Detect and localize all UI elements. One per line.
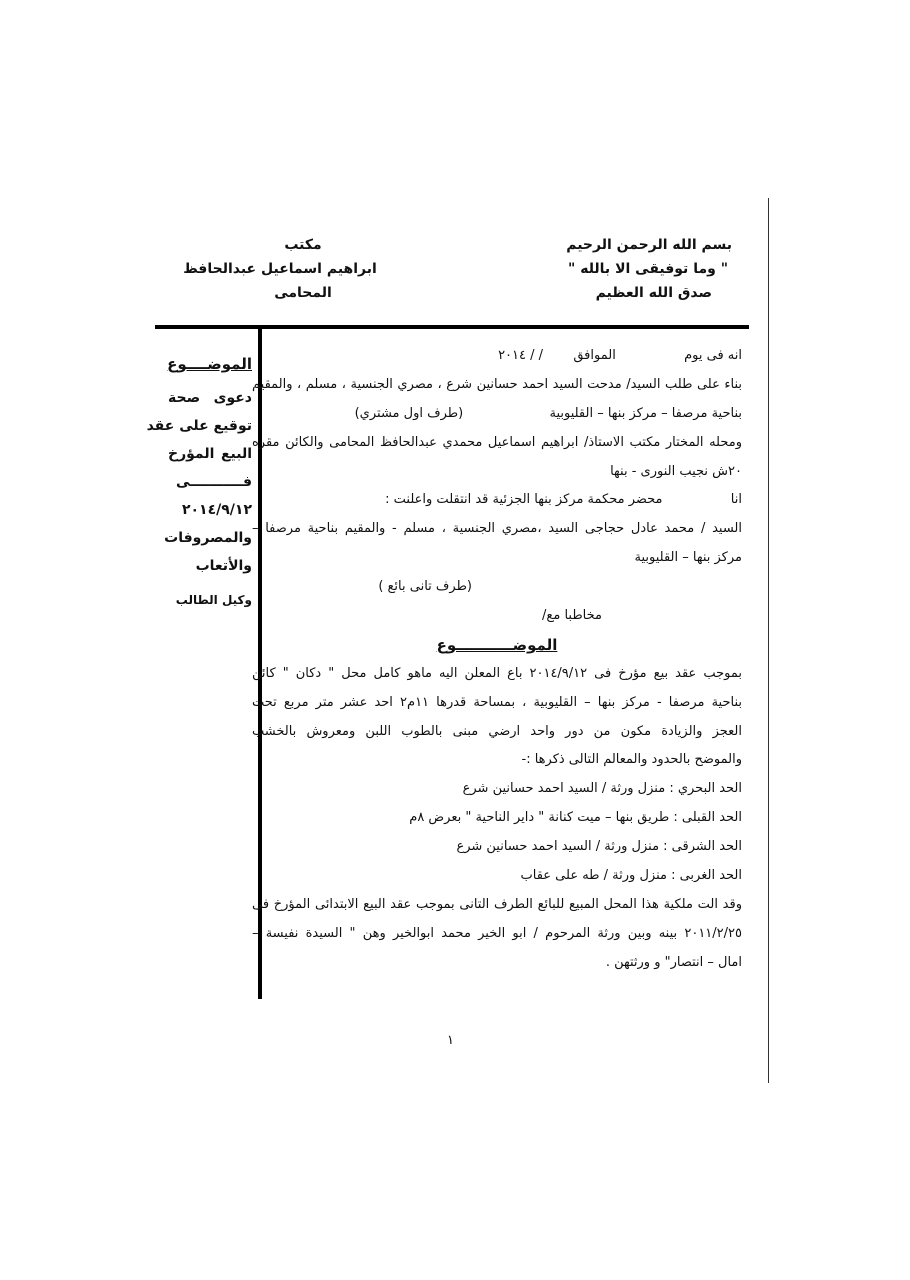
paragraph-line: وقد الت ملكية هذا المحل المبيع للبائع الطرف التانى بموجب عقد البيع الابتدائى المؤرخ فى <box>252 896 742 912</box>
body-line: ٢٠ش نجيب النورى - بنها <box>610 463 742 479</box>
border-line: الحد البحري : منزل ورثة / السيد احمد حسانين شرع <box>462 781 742 797</box>
sidebar-title: الموضــــوع <box>167 355 252 373</box>
paragraph-line: والموضح بالحدود والمعالم التالى ذكرها :- <box>521 752 742 768</box>
sidebar-line: ٢٠١٤/٩/١٢ <box>181 502 252 518</box>
sidebar-line: والأتعاب <box>195 558 252 574</box>
sidebar-line: توقيع على عقد <box>146 418 252 434</box>
header-divider <box>155 325 749 329</box>
office-label: مكتب <box>284 237 322 253</box>
bailiff-label: انا <box>730 492 742 508</box>
sidebar-line: والمصروفات <box>164 530 252 546</box>
party2-line <box>252 573 742 602</box>
border-line: الحد الشرقى : منزل ورثة / السيد احمد حسانين شرع <box>456 839 742 855</box>
paragraph-line: بموجب عقد بيع مؤرخ فى ٢٠١٤/٩/١٢ باع المعلن اليه ماهو كامل محل " دكان " كائن <box>252 665 742 681</box>
addressee-label: مخاطبا مع/ <box>542 608 602 624</box>
petitioner-address: بناحية مرصفا – مركز بنها – القليوبية <box>549 405 742 421</box>
respondent-address: مركز بنها – القليوبية <box>634 550 742 566</box>
sidebar-agent: وكيل الطالب <box>175 593 252 607</box>
respondent-line: السيد / محمد عادل حجاجى السيد ،مصري الجنسية ، مسلم - والمقيم بناحية مرصفا – <box>252 521 742 537</box>
paragraph-line: العجز والزيادة مكون من دور واحد ارضي مبنى بالطوب اللبن ومعروش بالخشب <box>252 723 742 739</box>
party2-role: (طرف تانى بائع ) <box>378 579 472 595</box>
header-line: بسم الله الرحمن الرحيم <box>566 237 732 253</box>
lawyer-name: ابراهيم اسماعيل عبدالحافظ <box>183 261 377 277</box>
header-office <box>160 233 400 305</box>
petitioner-line: بناء على طلب السيد/ مدحت السيد احمد حسانين شرع ، مصري الجنسية ، مسلم ، والمقيم <box>252 376 742 392</box>
paragraph-line: امال – انتصار" و ورثتهن . <box>605 954 742 970</box>
paragraph-line: ٢٠١١/٢/٢٥ بينه وبين ورثة المرحوم / ابو الخير محمد ابوالخير وهن " السيدة نفيسة – <box>252 925 742 941</box>
date-corresponding: الموافق <box>573 348 616 363</box>
sidebar-line: فـــــــــــى <box>176 474 252 490</box>
header-invocation <box>472 233 732 305</box>
addressee-line <box>252 602 742 631</box>
paragraph-line: بناحية مرصفا - مركز بنها – القليوبية ، بمساحة قدرها ١١م٢ احد عشر متر مربع تحت <box>252 694 742 710</box>
sidebar-line: البيع المؤرخ <box>168 446 252 462</box>
border-line: الحد الغربى : منزل ورثة / طه على عقاب <box>520 868 742 884</box>
bailiff-line <box>252 486 742 515</box>
date-value: / / ٢٠١٤ <box>498 348 544 363</box>
document-body <box>252 342 742 978</box>
subject-sidebar <box>146 350 252 610</box>
lawyer-title: المحامى <box>274 285 332 301</box>
party1-line <box>252 400 742 429</box>
subject-title: الموضـــــــــــوع <box>436 635 558 654</box>
header-line: صدق الله العظيم <box>595 285 712 301</box>
sidebar-line: دعوى صحة <box>168 390 252 406</box>
body-line: ومحله المختار مكتب الاستاذ/ ابراهيم اسماعيل محمدي عبدالحافظ المحامى والكائن مقره <box>252 434 742 450</box>
party1-role: (طرف اول مشتري) <box>354 405 464 421</box>
date-line <box>252 342 742 371</box>
header-line: " وما توفيقى الا بالله " <box>568 261 728 277</box>
date-label: انه فى يوم <box>684 348 742 363</box>
border-line: الحد القبلى : طريق بنها – ميت كنانة " داير الناحية " بعرض ٨م <box>409 810 742 826</box>
page-border-line <box>768 198 769 1083</box>
page-number: ١ <box>447 1033 454 1048</box>
bailiff-text: محضر محكمة مركز بنها الجزئية قد انتقلت واعلنت : <box>385 492 663 508</box>
subject-heading <box>252 631 742 660</box>
